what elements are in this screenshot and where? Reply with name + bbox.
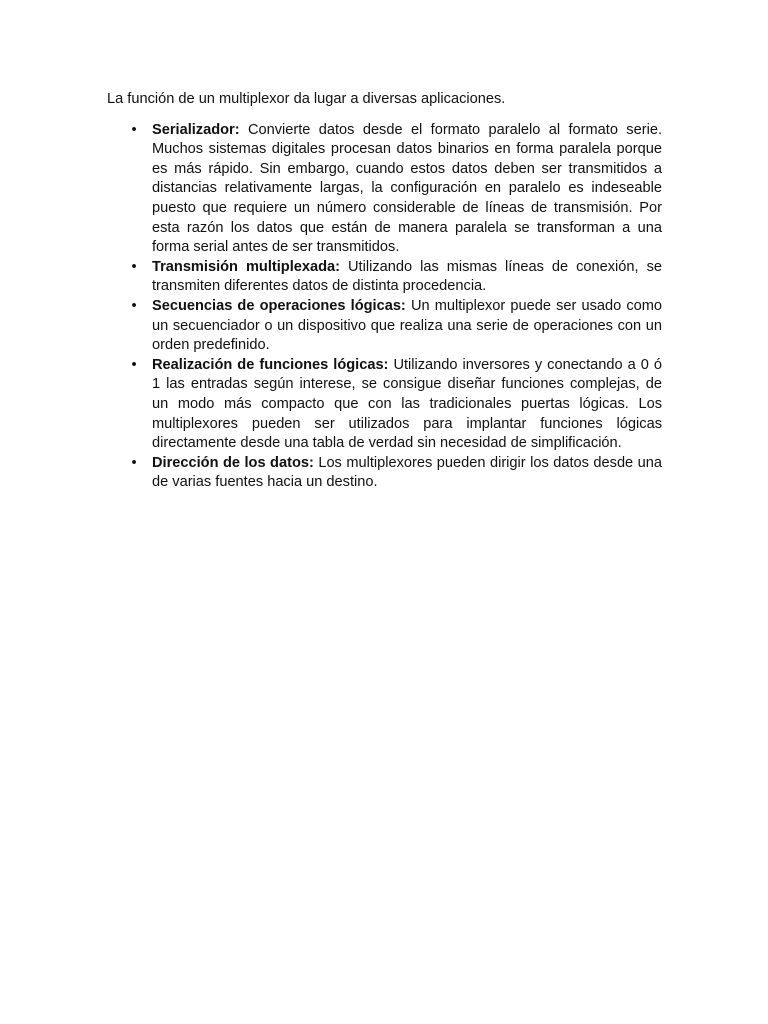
item-term: Transmisión multiplexada: [152,258,341,275]
item-term: Secuencias de operaciones lógicas: [152,297,406,314]
bullet-icon: • [131,454,137,471]
list-item-transmision [107,258,662,297]
applications-list [107,121,662,493]
item-term: Serializador: [152,121,240,138]
list-item-secuencias [107,297,662,356]
list-item-serializador [107,121,662,258]
bullet-icon: • [131,258,137,275]
item-term: Dirección de los datos: [152,454,314,471]
item-text: Los multiplexores pueden dirigir los datos desde una de varias fuentes hacia un destino. [152,454,663,491]
bullet-icon: • [131,121,137,138]
intro-paragraph: La función de un multiplexor da lugar a diversas aplicaciones. [107,91,506,107]
item-text: Utilizando las mismas líneas de conexión, se transmiten diferentes datos de distinta procedencia. [152,258,662,295]
item-text: Un multiplexor puede ser usado como un secuenciador o un dispositivo que realiza una serie de operaciones con un orden predefinido. [152,297,663,354]
bullet-icon: • [131,297,137,314]
item-term: Realización de funciones lógicas: [152,356,389,373]
item-text: Utilizando inversores y conectando a 0 ó 1 las entradas según interese, se consigue diseñar funciones complejas, de un modo más compacto que con las tradicionales puertas lógicas. Los multiplexores pueden ser utilizados para implantar funciones lógicas directamente desde una tabla de verdad sin necesidad de simplificación. [152,356,662,452]
bullet-icon: • [131,356,137,373]
list-item-funciones [107,356,662,454]
document-body [107,90,662,493]
item-text: Convierte datos desde el formato paralelo al formato serie. Muchos sistemas digitales procesan datos binarios en forma paralela porque es más rápido. Sin embargo, cuando estos datos deben ser transmitidos a distancias relativamente largas, la configuración en paralelo es indeseable puesto que requiere un número considerable de líneas de transmisión. Por esta razón los datos que están de manera paralela se transforman a una forma serial antes de ser transmitidos. [152,121,662,256]
list-item-direccion [107,454,662,493]
